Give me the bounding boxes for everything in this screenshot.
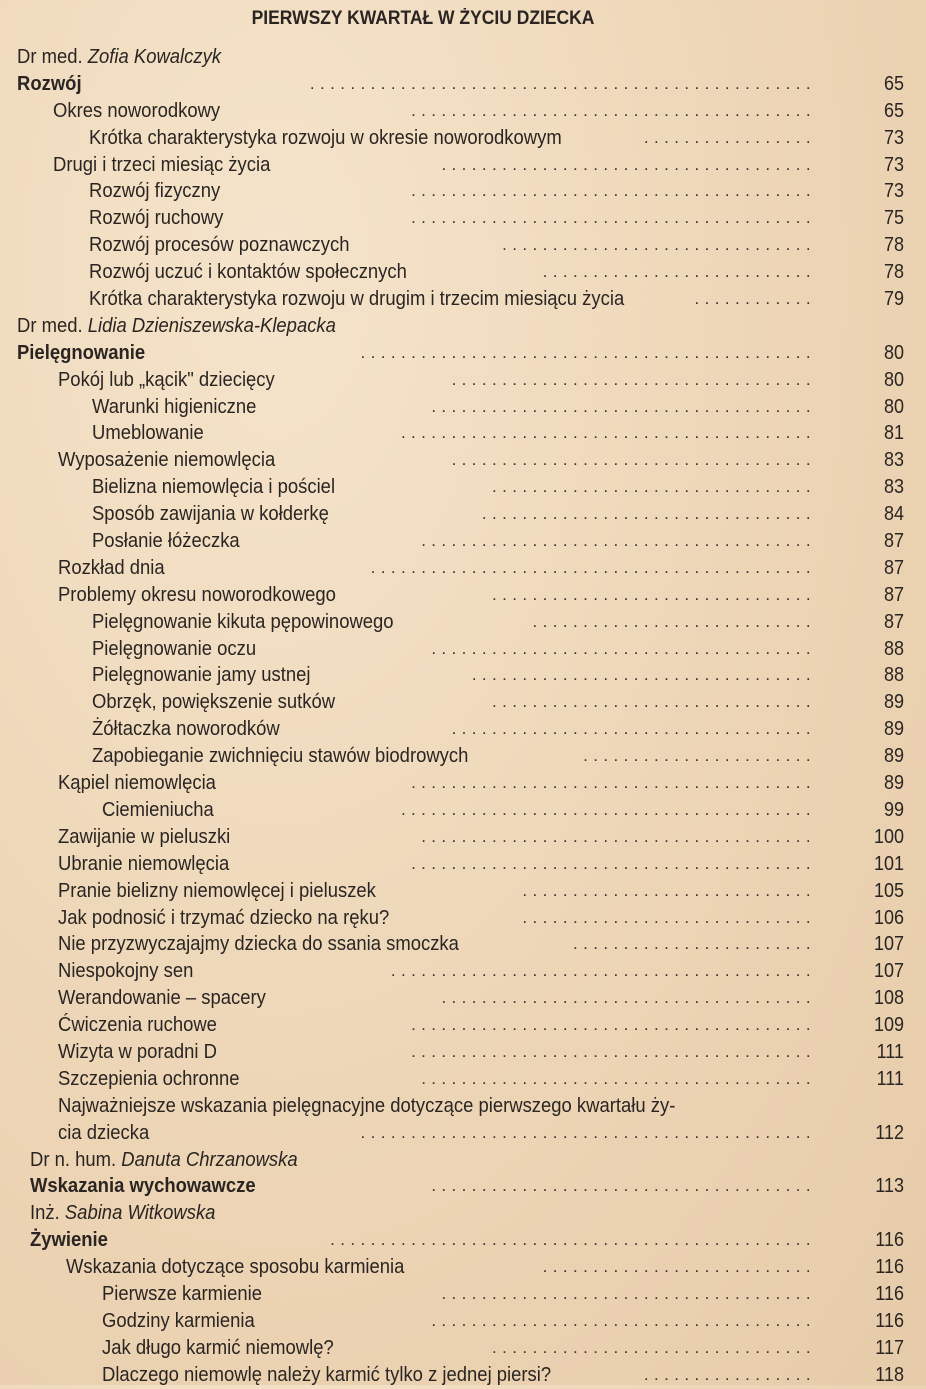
dot-leader: ........................................ (411, 853, 816, 873)
toc-entry (0, 528, 926, 555)
toc-entry (0, 1093, 926, 1120)
toc-entry (0, 1254, 926, 1281)
toc-entry-title: Pielęgnowanie oczu (92, 636, 257, 660)
toc-entry-title: Ćwiczenia ruchowe (58, 1013, 217, 1037)
dot-leader: ....................................... (421, 826, 816, 846)
dot-leader: ....................................... (421, 1068, 816, 1088)
toc-page-number: 116 (875, 1229, 904, 1252)
toc-entry (0, 716, 926, 743)
toc-entry-title: Żółtaczka noworodków (92, 717, 280, 741)
dot-leader: ........................... (542, 1257, 816, 1277)
toc-entry (0, 555, 926, 582)
toc-entry (0, 286, 926, 313)
author-title: Dr med. (17, 45, 88, 68)
dot-leader: ................................ (492, 692, 816, 712)
toc-entry-title: Rozwój fizyczny (89, 179, 221, 203)
toc-entry-title: Werandowanie – spacery (58, 986, 266, 1010)
toc-entry-title: Kąpiel niemowlęcia (58, 771, 216, 795)
toc-page-number: 88 (883, 664, 904, 687)
dot-leader: ..................................... (441, 988, 816, 1008)
toc-page-number: 73 (883, 180, 904, 203)
toc-entry (0, 259, 926, 286)
dot-leader: ............................... (502, 235, 816, 255)
toc-entry (0, 447, 926, 474)
toc-page-number: 89 (883, 718, 904, 741)
toc-entry (0, 1335, 926, 1362)
toc-entry (0, 931, 926, 958)
toc-entry-title: Wskazania dotyczące sposobu karmienia (66, 1255, 405, 1279)
dot-leader: ............................. (522, 880, 816, 900)
toc-page-number: 87 (883, 530, 904, 553)
toc-entry (0, 1039, 926, 1066)
dot-leader: ................. (643, 127, 816, 147)
toc-entry-title: Posłanie łóżeczka (92, 529, 240, 553)
toc-entry (0, 1362, 926, 1389)
dot-leader: ................................ (492, 1337, 816, 1357)
toc-page-number: 100 (873, 825, 904, 848)
dot-leader: .......................................... (390, 961, 816, 981)
toc-page-number: 78 (883, 234, 904, 257)
toc-page-number: 107 (873, 933, 904, 956)
toc-page-number: 65 (883, 99, 904, 122)
toc-entry-title: Problemy okresu noworodkowego (58, 582, 336, 606)
dot-leader: ...................................... (431, 638, 816, 658)
toc-entry (0, 367, 926, 394)
toc-entry-title: Wskazania wychowawcze (30, 1174, 256, 1198)
toc-entry-title: Rozwój procesów poznawczych (89, 233, 350, 257)
toc-entry-title: Rozkład dnia (58, 555, 165, 579)
toc-entry-title: Niespokojny sen (58, 959, 194, 983)
dot-leader: .................................. (471, 665, 816, 685)
toc-entry-title: Zawijanie w pieluszki (58, 824, 231, 848)
author-title: Dr n. hum. (30, 1147, 122, 1171)
toc-page-number: 116 (875, 1282, 904, 1305)
dot-leader: ............................................ (370, 557, 816, 577)
toc-entry (0, 474, 926, 501)
toc-page-number: 107 (873, 960, 904, 983)
toc-page-number: 87 (883, 610, 904, 633)
toc-entry-title: Wizyta w poradni D (58, 1039, 217, 1063)
toc-page-number: 84 (883, 503, 904, 526)
dot-leader: ....................................... (421, 531, 816, 551)
toc-entry (0, 743, 926, 770)
author-name: Lidia Dzieniszewska-Klepacka (87, 313, 336, 337)
toc-page-number: 113 (875, 1175, 904, 1198)
author-line (0, 44, 926, 71)
dot-leader: ......................................... (400, 423, 816, 443)
dot-leader: ............................................. (360, 1122, 816, 1142)
toc-page-number: 87 (883, 556, 904, 579)
toc-page-number: 111 (876, 1040, 904, 1063)
toc-page-number: 112 (875, 1121, 904, 1144)
toc-page-number: 118 (875, 1363, 904, 1386)
toc-entry-title: Żywienie (30, 1228, 108, 1252)
dot-leader: ................................................ (330, 1230, 816, 1250)
toc-page-number: 79 (883, 288, 904, 311)
toc-entry-title: Bielizna niemowlęcia i pościel (92, 475, 336, 499)
author-line (0, 313, 926, 340)
dot-leader: ................................ (492, 584, 816, 604)
toc-entry-title: Jak długo karmić niemowlę? (102, 1335, 334, 1359)
toc-page-number: 88 (883, 637, 904, 660)
toc-entry-title: Ubranie niemowlęcia (58, 851, 230, 875)
toc-chapter (0, 1227, 926, 1254)
toc-entry-title: cia dziecka (58, 1120, 150, 1144)
toc-entry-title: Rozwój uczuć i kontaktów społecznych (89, 260, 407, 284)
author-name: Danuta Chrzanowska (121, 1147, 298, 1171)
toc-page-number: 89 (883, 745, 904, 768)
toc-page-number: 80 (883, 395, 904, 418)
toc-entry (0, 232, 926, 259)
toc-entry-title: Krótka charakterystyka rozwoju w drugim i trzecim miesiącu życia (89, 287, 625, 311)
dot-leader: ............................. (522, 907, 816, 927)
toc-entry-title: Krótka charakterystyka rozwoju w okresie noworodkowym (89, 125, 562, 149)
toc-entry (0, 1012, 926, 1039)
toc-page-number: 87 (883, 583, 904, 606)
toc-page-number: 109 (873, 1014, 904, 1037)
toc-entry-title: Godziny karmienia (102, 1308, 255, 1332)
toc-entry (0, 636, 926, 663)
dot-leader: ............................................. (360, 342, 816, 362)
dot-leader: ...................................... (431, 396, 816, 416)
author-name: Sabina Witkowska (64, 1201, 216, 1225)
toc-page-number: 99 (883, 798, 904, 821)
dot-leader: ................. (643, 1364, 816, 1384)
dot-leader: ........................................ (411, 208, 816, 228)
dot-leader: ...................................... (431, 1310, 816, 1330)
dot-leader: ................................. (481, 504, 816, 524)
toc-chapter (0, 71, 926, 98)
toc-entry (0, 394, 926, 421)
dot-leader: ............................ (532, 611, 816, 631)
toc-entry (0, 689, 926, 716)
dot-leader: ........................ (573, 934, 816, 954)
toc-entry (0, 1120, 926, 1147)
toc-entry (0, 205, 926, 232)
author-name: Zofia Kowalczyk (87, 45, 222, 68)
toc-entry (0, 152, 926, 179)
toc-entry-title: Dlaczego niemowlę należy karmić tylko z jednej piersi? (102, 1362, 552, 1386)
dot-leader: .................................................. (309, 73, 816, 93)
dot-leader: ........................................ (411, 773, 816, 793)
dot-leader: ....................... (583, 746, 816, 766)
toc-entry-title: Rozwój ruchowy (89, 206, 224, 230)
dot-leader: ........................................ (411, 1041, 816, 1061)
toc-entry (0, 98, 926, 125)
toc-entry-title: Pielęgnowanie jamy ustnej (92, 663, 311, 687)
toc-page-number: 106 (873, 906, 904, 929)
toc-page-number: 89 (883, 772, 904, 795)
toc-entry (0, 958, 926, 985)
toc-entry (0, 420, 926, 447)
toc-entry (0, 609, 926, 636)
toc-page-number: 80 (883, 368, 904, 391)
toc-entry (0, 905, 926, 932)
toc-entry (0, 1308, 926, 1335)
toc-chapter (0, 1173, 926, 1200)
toc-page-number: 117 (875, 1336, 904, 1359)
author-line (0, 1147, 926, 1174)
toc-page-number: 73 (883, 153, 904, 176)
toc-entry-title: Sposób zawijania w kołderkę (92, 502, 329, 526)
toc-page-number: 65 (883, 72, 904, 95)
toc-page-number: 81 (883, 422, 904, 445)
toc-entry (0, 1281, 926, 1308)
toc-chapter (0, 340, 926, 367)
dot-leader: .................................... (451, 719, 816, 739)
toc-page-number: 111 (876, 1067, 904, 1090)
toc-entry (0, 178, 926, 205)
toc-page-number: 78 (883, 261, 904, 284)
dot-leader: .................................... (451, 369, 816, 389)
toc-entry-title: Pokój lub „kącik" dziecięcy (58, 367, 275, 391)
toc-entry-title: Okres noworodkowy (53, 98, 221, 122)
toc-entry-title: Pielęgnowanie (17, 340, 146, 364)
toc-entry-title: Pranie bielizny niemowlęcej i pieluszek (58, 878, 376, 902)
toc-entry-title: Drugi i trzeci miesiąc życia (53, 152, 271, 176)
toc-entry-title: Szczepienia ochronne (58, 1066, 240, 1090)
toc-entry (0, 824, 926, 851)
author-title: Inż. (30, 1201, 65, 1225)
dot-leader: ............ (694, 289, 816, 309)
dot-leader: ...................................... (431, 1176, 816, 1196)
toc-entry-title: Obrzęk, powiększenie sutków (92, 690, 336, 714)
toc-entry (0, 797, 926, 824)
toc-entry-title: Najważniejsze wskazania pielęgnacyjne dotyczące pierwszego kwartału ży- (58, 1093, 676, 1117)
toc-entry-title: Nie przyzwyczajajmy dziecka do ssania smoczka (58, 932, 459, 956)
toc-page-number: 89 (883, 691, 904, 714)
toc-entry (0, 662, 926, 689)
dot-leader: ........................................ (411, 181, 816, 201)
toc-entry (0, 878, 926, 905)
dot-leader: ................................ (492, 477, 816, 497)
toc-entry (0, 851, 926, 878)
toc-entry-title: Zapobieganie zwichnięciu stawów biodrowych (92, 744, 469, 768)
toc-entry (0, 770, 926, 797)
dot-leader: ..................................... (441, 154, 816, 174)
toc-entry-title: Pielęgnowanie kikuta pępowinowego (92, 609, 394, 633)
toc-entry (0, 125, 926, 152)
dot-leader: ........................................ (411, 1015, 816, 1035)
toc-entry-title: Ciemieniucha (102, 797, 214, 821)
toc-entry-title: Rozwój (17, 71, 82, 95)
toc-page-number: 83 (883, 449, 904, 472)
toc-page-number: 105 (873, 879, 904, 902)
toc-entry-title: Wyposażenie niemowlęcia (58, 448, 276, 472)
author-title: Dr med. (17, 313, 88, 337)
toc-page-number: 116 (875, 1256, 904, 1279)
dot-leader: .................................... (451, 450, 816, 470)
toc-entry-title: Umeblowanie (92, 421, 204, 445)
toc-page-number: 101 (873, 852, 904, 875)
toc-entry-title: Warunki higieniczne (92, 394, 257, 418)
toc-page-number: 116 (875, 1309, 904, 1332)
author-line (0, 1200, 926, 1227)
toc-entry (0, 582, 926, 609)
toc-page-number: 75 (883, 207, 904, 230)
dot-leader: ..................................... (441, 1283, 816, 1303)
dot-leader: ........................... (542, 262, 816, 282)
toc-page-number: 80 (883, 341, 904, 364)
toc-page-number: 108 (873, 987, 904, 1010)
table-of-contents (0, 44, 926, 1389)
toc-page-number: 83 (883, 476, 904, 499)
toc-entry-title: Pierwsze karmienie (102, 1281, 262, 1305)
page-title: PIERWSZY KWARTAŁ W ŻYCIU DZIECKA (251, 8, 595, 29)
toc-entry (0, 1066, 926, 1093)
dot-leader: ........................................ (411, 100, 816, 120)
toc-entry (0, 501, 926, 528)
toc-entry-title: Jak podnosić i trzymać dziecko na ręku? (58, 905, 390, 929)
toc-entry (0, 985, 926, 1012)
dot-leader: ......................................... (400, 799, 816, 819)
toc-page-number: 73 (883, 126, 904, 149)
